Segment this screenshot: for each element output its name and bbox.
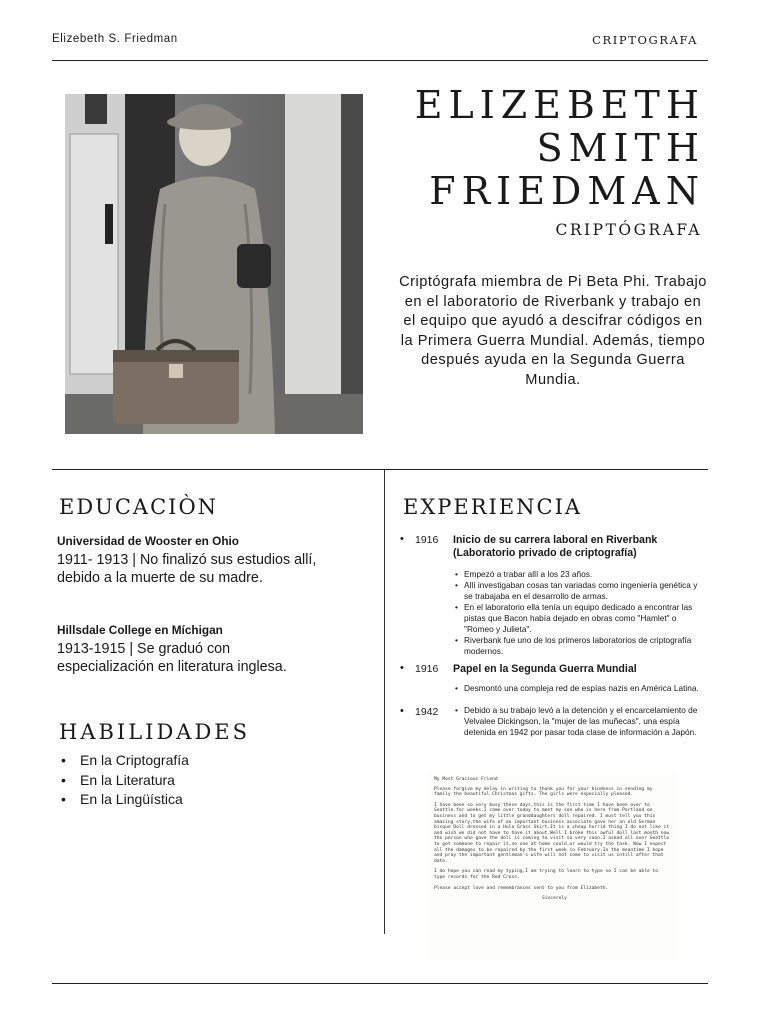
experience-bullets-3 [455,705,705,738]
header-name: Elizebeth S. Friedman [52,33,178,45]
letter-paragraph: Please accept love and remembrances sent to you from Elizabeth. [434,885,609,891]
education-detail-1: 1911- 1913 | No finalizó sus estudios allí, debido a la muerte de su madre. [57,552,317,586]
profile-subtitle: CRIPTÓGRAFA [555,221,702,239]
experience-year-3: 1942 [415,706,439,718]
top-rule [52,60,708,61]
name-line-1: ELIZEBETH [414,83,705,127]
letter-closing: Sincerely [542,896,567,902]
experience-title-1: Inicio de su carrera laboral en Riverbank (Laboratorio privado de criptografía) [453,534,658,559]
timeline-bullet: • [400,662,404,674]
experience-bullet: • Allí investigaban cosas tan variadas como ingeniería genética y se trabajaba en el desarrollo de armas. [455,580,705,602]
experience-bullet: • Desmontó una compleja red de espías nazis en América Latina. [455,683,705,694]
profile-name [400,84,705,213]
experience-bullets-1 [455,569,705,657]
skills-heading: HABILIDADES [59,720,251,744]
experience-year-2: 1916 [415,663,439,675]
experience-bullets-2 [455,683,705,694]
middle-rule [52,469,708,470]
header-role: CRIPTOGRAFA [592,33,698,47]
letter-paragraph: I do hope you can read my typing,I am trying to learn to type so I can be able to type records for the Red Cross. [434,869,659,880]
education-detail-2: 1913-1915 | Se graduó con especialización en literatura inglesa. [57,641,287,675]
letter-paragraph: Please forgive my delay in writing to thank you for your kindness in sending my family the beautiful Christmas gifts. The girls were especially pleased. [434,786,653,798]
education-school-1: Universidad de Wooster en Ohio [57,534,240,548]
name-line-2: SMITH [536,126,705,170]
experience-bullet: • En el laboratorio ella tenía un equipo dedicado a encontrar las pistas que Bacon había dejado en obras como "Hamlet" o "Romeo y Julieta". [455,602,705,635]
education-heading: EDUCACIÒN [59,495,219,519]
skill-item: • En la Lingüística [57,790,189,810]
column-divider [384,470,385,934]
experience-year-1: 1916 [415,534,439,546]
name-line-3: FRIEDMAN [429,169,705,213]
skills-list [57,751,189,810]
letter-salutation: My Most Gracious Friend [434,777,498,782]
experience-bullet: • Debido a su trabajo levó a la detención y el encarcelamiento de Velvalee Dickingson, la "mujer de las muñecas", una espía detenida en 1942 por pasar toda clase de información a Japón. [455,705,705,738]
timeline-bullet: • [400,533,404,545]
timeline-bullet: • [400,705,404,717]
letter-paragraph: I have been so very busy these days,this is the first time I have been over to Seattle for weeks.I came over today to meet my son who is here from Portland on business and to get my little granddaughters doll repaired. I must tell you this amazing story,the wife of an important business associate gave her an old German bisque Doll dressed in a Hula Grass Skirt.It is a cheap horrid thing I do not like it and wish we did not have to have it about.Well I broke this awful doll last month now the person who gave the doll is coming to visit so very soon.I asked all over Seattle to get someone to repair it,no one at home could,or would try the task. Now I expect all the damages to be repaired by the first week in February.In the meantime I hope and pray the important gentleman's wife will not come to visit us intill after that date. [434,802,670,864]
portrait-photo [65,94,363,434]
experience-heading: EXPERIENCIA [403,495,583,519]
portrait-image [65,94,363,434]
skill-item: • En la Literatura [57,771,189,791]
typewritten-letter [428,772,677,960]
education-school-2: Hillsdale College en Míchigan [57,623,223,637]
bottom-rule [52,983,708,984]
experience-bullet: • Riverbank fue uno de los primeros laboratorios de criptografía modernos. [455,635,705,657]
experience-title-2: Papel en la Segunda Guerra Mundial [453,663,637,675]
profile-bio: Criptógrafa miembra de Pi Beta Phi. Trabajo en el laboratorio de Riverbank y trabajo en el equipo que ayudó a descifrar códigos en la Primera Guerra Mundial. Además, tiempo después ayuda en la Segunda Guerra Mundia. [399,274,707,388]
skill-item: • En la Criptografía [57,751,189,771]
experience-bullet: • Empezó a trabar allí a los 23 años. [455,569,705,580]
